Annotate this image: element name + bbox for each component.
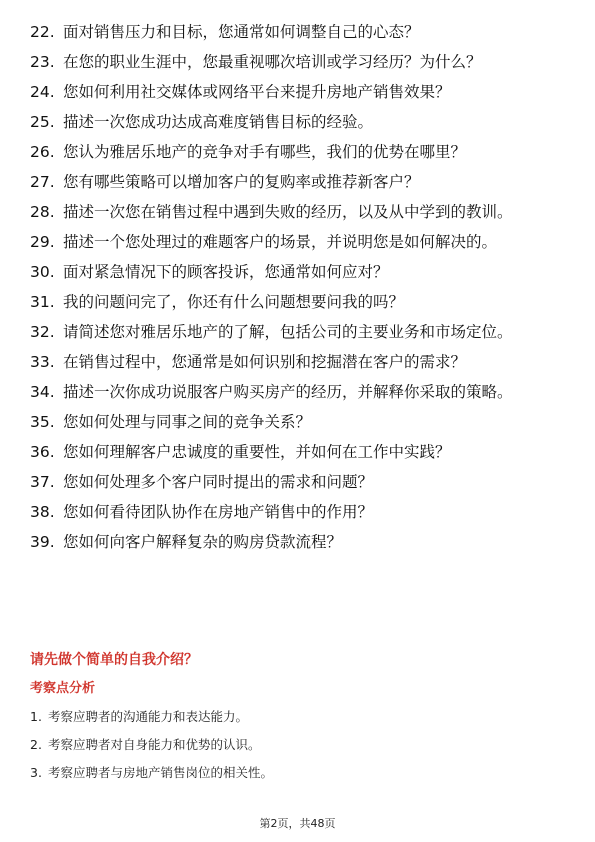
question-text: 我的问题问完了，你还有什么问题想要问我的吗？ <box>63 293 405 311</box>
question-item <box>30 442 550 463</box>
question-text: 描述一次您成功达成高难度销售目标的经验。 <box>63 113 374 131</box>
question-text: 您认为雅居乐地产的竞争对手有哪些，我们的优势在哪里？ <box>63 143 467 161</box>
analysis-point-text: 考察应聘者与房地产销售岗位的相关性。 <box>48 765 274 780</box>
question-list <box>30 22 550 562</box>
question-item <box>30 502 550 523</box>
question-item <box>30 382 550 403</box>
question-text: 您如何理解客户忠诚度的重要性，并如何在工作中实践？ <box>63 443 451 461</box>
answer-question-title: 请先做个简单的自我介绍？ <box>30 652 198 668</box>
question-text: 描述一个您处理过的难题客户的场景，并说明您是如何解决的。 <box>63 233 498 251</box>
question-text: 您如何利用社交媒体或网络平台来提升房地产销售效果？ <box>63 83 451 101</box>
analysis-point-text: 考察应聘者的沟通能力和表达能力。 <box>48 709 249 724</box>
question-item <box>30 82 550 103</box>
question-number: 37. <box>30 473 55 491</box>
question-text: 面对紧急情况下的顾客投诉，您通常如何应对？ <box>63 263 389 281</box>
question-number: 29. <box>30 233 55 251</box>
question-text: 描述一次您在销售过程中遇到失败的经历，以及从中学到的教训。 <box>63 203 513 221</box>
question-item <box>30 52 550 73</box>
question-text: 您有哪些策略可以增加客户的复购率或推荐新客户？ <box>63 173 420 191</box>
question-number: 26. <box>30 143 55 161</box>
question-text: 面对销售压力和目标，您通常如何调整自己的心态？ <box>63 23 420 41</box>
analysis-point <box>30 764 560 781</box>
question-text: 在销售过程中，您通常是如何识别和挖掘潜在客户的需求？ <box>63 353 467 371</box>
analysis-point-number: 3. <box>30 765 42 780</box>
question-item <box>30 202 550 223</box>
answer-section <box>30 650 560 792</box>
question-text: 您如何向客户解释复杂的购房贷款流程？ <box>63 533 343 551</box>
question-number: 31. <box>30 293 55 311</box>
analysis-point <box>30 736 560 753</box>
question-number: 22. <box>30 23 55 41</box>
question-text: 描述一次你成功说服客户购买房产的经历，并解释你采取的策略。 <box>63 383 513 401</box>
analysis-point-text: 考察应聘者对自身能力和优势的认识。 <box>48 737 261 752</box>
question-number: 36. <box>30 443 55 461</box>
analysis-point-number: 2. <box>30 737 42 752</box>
question-number: 27. <box>30 173 55 191</box>
question-item <box>30 352 550 373</box>
question-text: 您如何看待团队协作在房地产销售中的作用？ <box>63 503 374 521</box>
question-item <box>30 172 550 193</box>
question-number: 32. <box>30 323 55 341</box>
question-item <box>30 142 550 163</box>
question-number: 38. <box>30 503 55 521</box>
page-number-footer: 第2页，共48页 <box>259 817 336 830</box>
question-item <box>30 412 550 433</box>
question-item <box>30 472 550 493</box>
question-number: 24. <box>30 83 55 101</box>
question-number: 33. <box>30 353 55 371</box>
question-text: 您如何处理多个客户同时提出的需求和问题？ <box>63 473 374 491</box>
question-number: 30. <box>30 263 55 281</box>
question-text: 在您的职业生涯中，您最重视哪次培训或学习经历？为什么？ <box>63 53 482 71</box>
analysis-point <box>30 708 560 725</box>
question-number: 23. <box>30 53 55 71</box>
question-number: 28. <box>30 203 55 221</box>
question-item <box>30 292 550 313</box>
question-text: 请简述您对雅居乐地产的了解，包括公司的主要业务和市场定位。 <box>63 323 513 341</box>
question-number: 25. <box>30 113 55 131</box>
question-item <box>30 112 550 133</box>
question-item <box>30 262 550 283</box>
question-number: 34. <box>30 383 55 401</box>
analysis-point-number: 1. <box>30 709 42 724</box>
question-item <box>30 232 550 253</box>
question-item <box>30 532 550 553</box>
analysis-subtitle: 考察点分析 <box>30 681 96 696</box>
analysis-point-list <box>30 708 560 781</box>
question-text: 您如何处理与同事之间的竞争关系？ <box>63 413 312 431</box>
question-number: 39. <box>30 533 55 551</box>
question-item <box>30 322 550 343</box>
question-item <box>30 22 550 43</box>
question-number: 35. <box>30 413 55 431</box>
